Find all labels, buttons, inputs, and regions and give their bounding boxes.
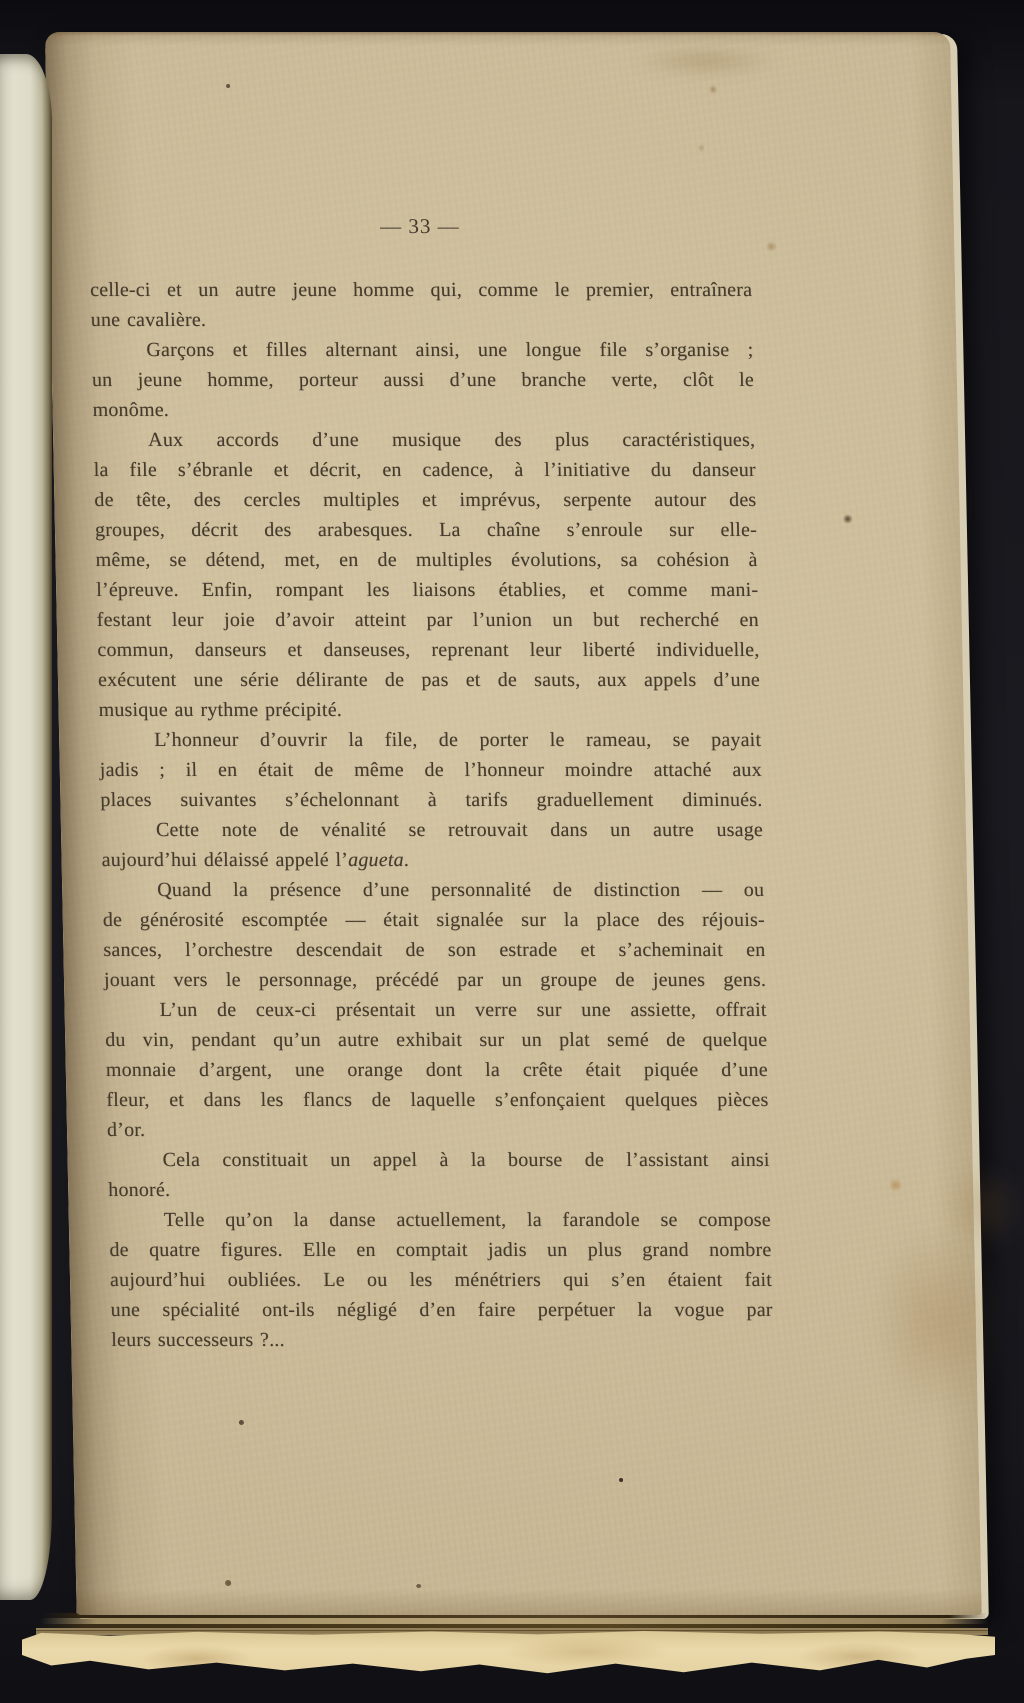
text-line: leurs successeurs ?...	[111, 1329, 285, 1351]
text-line: L’un de ceux-ci présentait un verre sur une assiette, offrait	[159, 999, 767, 1021]
text-line: musique au rythme précipité.	[98, 699, 343, 721]
ink-speck	[225, 1580, 231, 1586]
text-line: commun, danseurs et danseuses, reprenant leur liberté individuelle,	[97, 639, 760, 661]
paragraph	[91, 335, 755, 425]
text-line: une spécialité ont-ils négligé d’en faire perpétuer la vogue par	[110, 1299, 773, 1321]
text-line: places suivantes s’échelonnant à tarifs graduellement diminués.	[100, 789, 763, 811]
text-line: un jeune homme, porteur aussi d’une branche verte, clôt le	[91, 369, 755, 391]
text-line: honoré.	[108, 1179, 171, 1201]
text-line: Cela constituait un appel à la bourse de l’assistant ainsi	[162, 1149, 770, 1171]
text-line: Cette note de vénalité se retrouvait dans un autre usage	[155, 819, 764, 841]
ink-speck	[239, 1420, 244, 1425]
paragraph	[109, 1205, 774, 1355]
text-line: sances, l’orchestre descendait de son estrade et s’acheminait en	[103, 939, 766, 961]
age-spot	[765, 241, 777, 252]
text-line: monôme.	[92, 399, 170, 421]
text-line: fleur, et dans les flancs de laquelle s’enfonçaient quelques pièces	[106, 1089, 769, 1111]
ink-speck	[226, 84, 230, 88]
paragraph	[93, 425, 761, 725]
text-line: de tête, des cercles multiples et imprévus, serpente autour des	[94, 489, 757, 511]
text-line: d’or.	[106, 1119, 146, 1141]
age-spot	[843, 514, 853, 524]
text-line: Aux accords d’une musique des plus caractéristiques,	[147, 429, 756, 451]
stain	[630, 48, 781, 74]
age-spot	[708, 85, 718, 94]
text-line: aujourd’hui délaissé appelé l’agueta.	[101, 849, 410, 871]
text-block	[90, 275, 774, 1355]
text-line: Garçons et filles alternant ainsi, une longue file s’organise ;	[146, 339, 754, 361]
text-line: monnaie d’argent, une orange dont la crête était piquée d’une	[105, 1059, 769, 1081]
paragraph	[107, 1145, 770, 1205]
book-page	[45, 32, 982, 1615]
text-line: jouant vers le personnage, précédé par un groupe de jeunes gens.	[103, 969, 767, 991]
stain	[869, 1222, 1003, 1422]
text-line: jadis ; il en était de même de l’honneur moindre attaché aux	[99, 759, 763, 781]
paragraph	[102, 875, 766, 995]
text-line: exécutent une série délirante de pas et de sauts, aux appels d’une	[97, 669, 761, 691]
text-line: de générosité escomptée — était signalée sur la place des réjouis-	[102, 909, 766, 931]
paragraph	[99, 725, 763, 815]
ink-speck	[619, 1478, 623, 1482]
text-line: Telle qu’on la danse actuellement, la farandole se compose	[163, 1209, 772, 1231]
text-line: l’épreuve. Enfin, rompant les liaisons établies, et comme mani-	[95, 579, 759, 601]
paragraph	[101, 815, 764, 875]
text-line: festant leur joie d’avoir atteint par l’union un but recherché en	[96, 609, 760, 631]
text-line: celle-ci et un autre jeune homme qui, comme le premier, entraînera	[89, 279, 753, 301]
text-line: groupes, décrit des arabesques. La chaîne s’enroule sur elle-	[94, 519, 758, 541]
text-line: Quand la présence d’une personnalité de distinction — ou	[157, 879, 765, 901]
deckle-page-edge	[22, 1630, 995, 1678]
text-line: même, se détend, met, en de multiples évolutions, sa cohésion à	[95, 549, 758, 571]
paragraph	[90, 275, 753, 335]
age-spot	[888, 1178, 903, 1192]
text-line: une cavalière.	[90, 309, 207, 331]
previous-page-edge	[0, 54, 52, 1600]
text-line: de quatre figures. Elle en comptait jadis un plus grand nombre	[109, 1239, 772, 1261]
text-line: aujourd’hui oubliées. Le ou les ménétriers qui s’en étaient fait	[109, 1269, 773, 1291]
text-line: L’honneur d’ouvrir la file, de porter le rameau, se payait	[153, 729, 762, 751]
age-spot	[697, 144, 705, 152]
text-line: la file s’ébranle et décrit, en cadence, à l’initiative du danseur	[93, 459, 757, 481]
page-number: — 33 —	[379, 214, 460, 238]
text-line: du vin, pendant qu’un autre exhibait sur un plat semé de quelque	[105, 1029, 768, 1051]
paragraph	[104, 995, 769, 1145]
ink-speck	[416, 1584, 421, 1588]
